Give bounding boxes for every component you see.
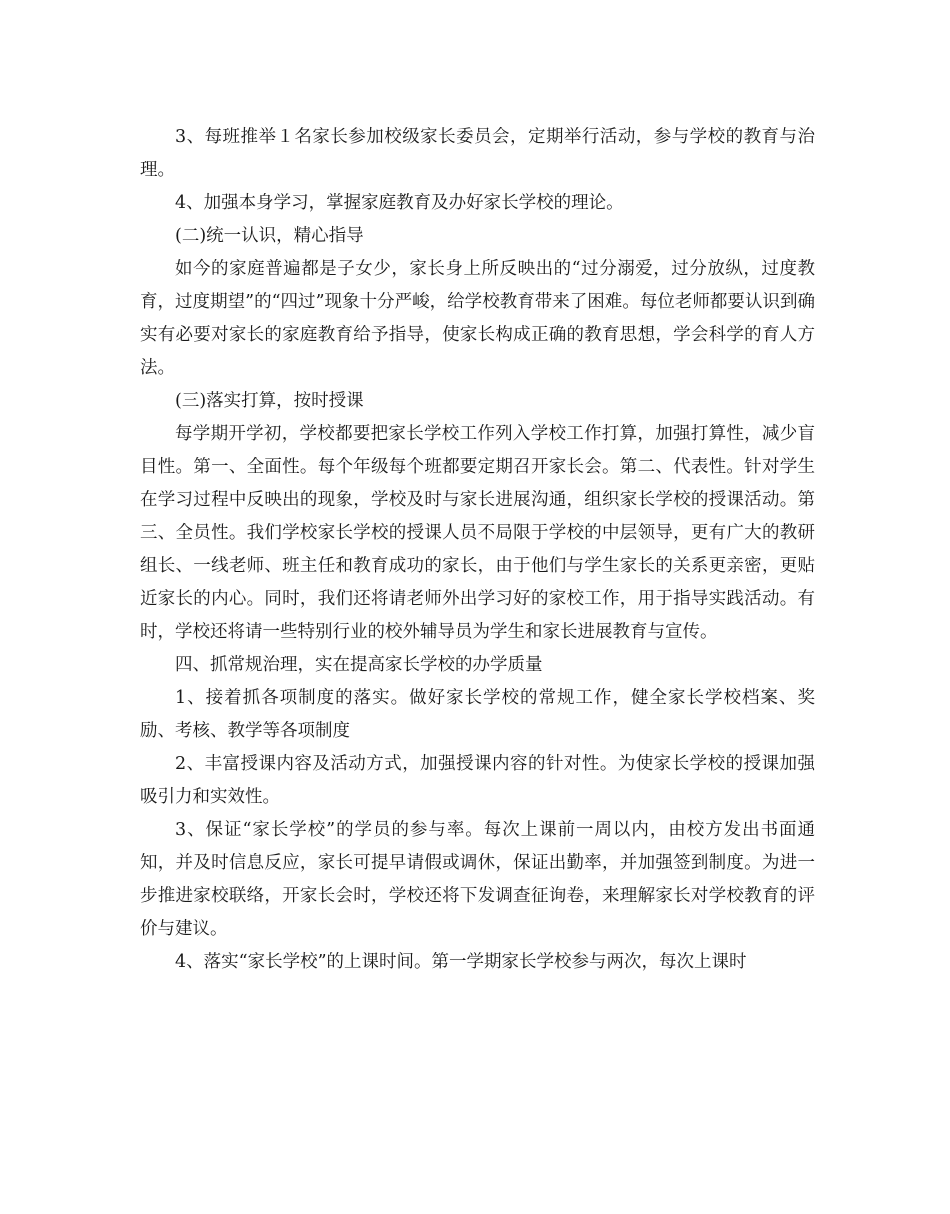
paragraph-2: 4、加强本身学习，掌握家庭教育及办好家长学校的理论。 [175, 193, 624, 213]
section-heading-4: 四、抓常规治理，实在提高家长学校的办学质量 [175, 655, 543, 675]
paragraph-7: 3、保证“家长学校”的学员的参与率。每次上课前一周以内，由校方发出书面通知，并及时信息反应，家长可提早请假或调休，保证出勤率，并加强签到制度。为进一步推进家校联络，开家长会时，学校还将下发调查征询卷，来理解家长对学校教育的评价与建议。 [140, 820, 815, 939]
paragraph-8: 4、落实“家长学校”的上课时间。第一学期家长学校参与两次，每次上课时 [175, 952, 747, 972]
section-heading-2: (二)统一认识，精心指导 [175, 226, 364, 246]
paragraph-6: 2、丰富授课内容及活动方式，加强授课内容的针对性。为使家长学校的授课加强吸引力和实效性。 [140, 754, 815, 807]
paragraph-3: 如今的家庭普遍都是子女少，家长身上所反映出的“过分溺爱，过分放纵，过度教育，过度期望”的“四过”现象十分严峻，给学校教育带来了困难。每位老师都要认识到确实有必要对家长的家庭教育给予指导，使家长构成正确的教育思想，学会科学的育人方法。 [140, 259, 815, 378]
paragraph-4: 每学期开学初，学校都要把家长学校工作列入学校工作打算，加强打算性，减少盲目性。第一、全面性。每个年级每个班都要定期召开家长会。第二、代表性。针对学生在学习过程中反映出的现象，学校及时与家长进展沟通，组织家长学校的授课活动。第三、全员性。我们学校家长学校的授课人员不局限于学校的中层领导，更有广大的教研组长、一线老师、班主任和教育成功的家长，由于他们与学生家长的关系更亲密，更贴近家长的内心。同时，我们还将请老师外出学习好的家校工作，用于指导实践活动。有时，学校还将请一些特别行业的校外辅导员为学生和家长进展教育与宣传。 [140, 424, 815, 642]
paragraph-5: 1、接着抓各项制度的落实。做好家长学校的常规工作，健全家长学校档案、奖励、考核、教学等各项制度 [140, 688, 815, 741]
document-body [140, 121, 815, 979]
section-heading-3: (三)落实打算，按时授课 [175, 391, 364, 411]
paragraph-1: 3、每班推举１名家长参加校级家长委员会，定期举行活动，参与学校的教育与治理。 [140, 127, 815, 180]
